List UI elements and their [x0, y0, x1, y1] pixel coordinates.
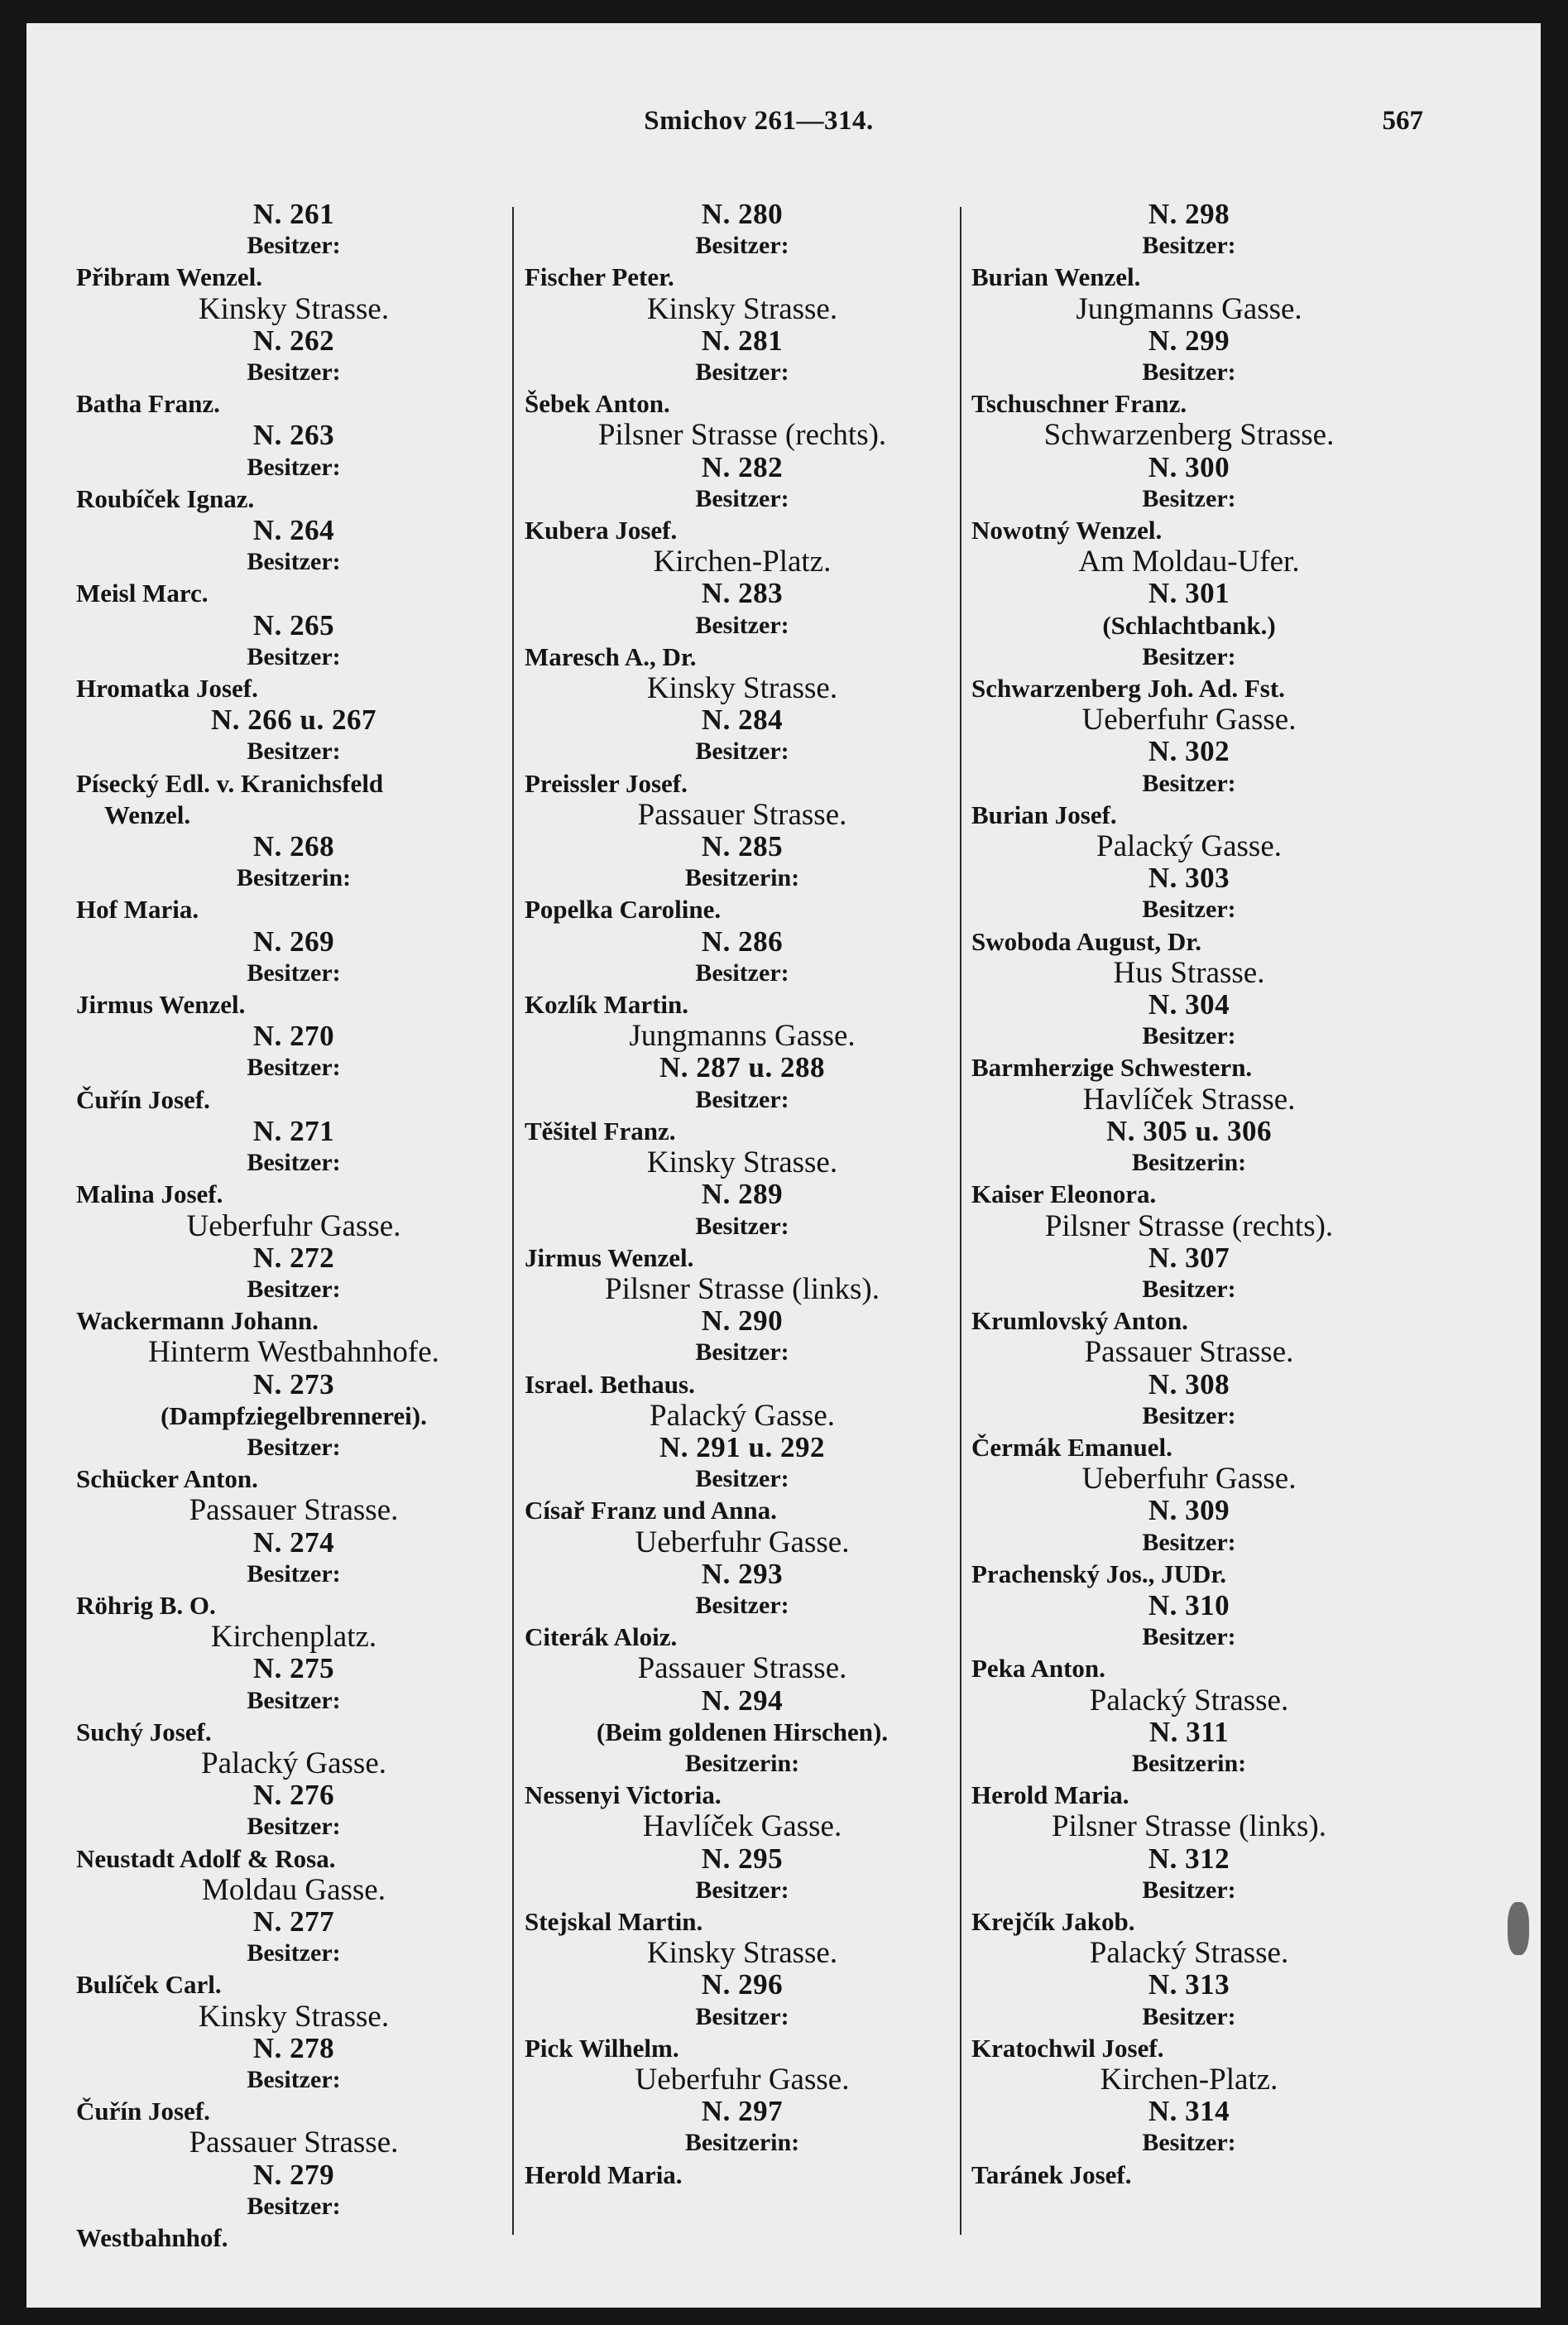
owner-name: Přibram Wenzel. — [76, 262, 262, 292]
house-number: N. 305 u. 306 — [1106, 1114, 1272, 1147]
owner-name: Popelka Caroline. — [525, 895, 722, 925]
owner-name: Čuřín Josef. — [76, 1084, 210, 1114]
house-number: N. 298 — [1148, 198, 1230, 230]
owner-name: Herold Maria. — [525, 2159, 683, 2189]
street-heading: Kinsky Strasse. — [198, 1999, 390, 2034]
house-number: N. 286 — [701, 925, 784, 958]
house-number: N. 304 — [1148, 988, 1230, 1021]
page-header-title: Smichov 261—314. — [644, 106, 874, 136]
house-number: N. 296 — [701, 1968, 784, 2001]
owner-role-label: Besitzer: — [695, 1338, 789, 1367]
street-heading: Kinsky Strasse. — [198, 291, 390, 326]
owner-role-label: Besitzer: — [695, 2002, 789, 2030]
owner-name: Batha Franz. — [76, 389, 220, 419]
owner-role-label: Besitzer: — [1142, 1623, 1236, 1651]
owner-role-label: Besitzer: — [695, 611, 789, 639]
owner-name: Preissler Josef. — [525, 768, 688, 798]
house-number: N. 269 — [252, 925, 335, 958]
owner-role-label: Besitzer: — [247, 1433, 341, 1461]
owner-role-label: Besitzerin: — [684, 2129, 800, 2157]
owner-name: Burian Wenzel. — [971, 262, 1141, 292]
house-number: N. 281 — [701, 324, 784, 357]
owner-role-label: Besitzer: — [1142, 1876, 1236, 1904]
street-heading: Pilsner Strasse (links). — [605, 1271, 880, 1306]
owner-role-label: Besitzer: — [247, 1939, 341, 1967]
house-number: N. 295 — [701, 1842, 784, 1875]
owner-name: Nessenyi Victoria. — [525, 1780, 722, 1810]
owner-name: Meisl Marc. — [76, 579, 209, 608]
owner-role-label: Besitzer: — [695, 737, 789, 766]
owner-role-label: Besitzer: — [247, 232, 341, 260]
owner-role-label: Besitzerin: — [236, 864, 352, 892]
owner-role-label: Besitzer: — [1142, 1401, 1236, 1429]
owner-name: Fischer Peter. — [525, 262, 674, 292]
owner-name: Kaiser Eleonora. — [971, 1179, 1157, 1209]
owner-role-label: Besitzer: — [695, 1085, 789, 1113]
street-heading: Pilsner Strasse (rechts). — [597, 418, 887, 453]
street-heading: Palacký Gasse. — [201, 1746, 386, 1780]
building-note: (Dampfziegelbrennerei). — [161, 1400, 427, 1430]
owner-role-label: Besitzer: — [247, 1559, 341, 1588]
house-number: N. 279 — [252, 2158, 335, 2191]
owner-role-label: Besitzer: — [247, 1149, 341, 1177]
house-number: N. 294 — [701, 1684, 784, 1717]
owner-role-label: Besitzer: — [247, 958, 341, 987]
column-2 — [523, 199, 961, 2191]
owner-role-label: Besitzer: — [1142, 1275, 1236, 1303]
owner-name: Malina Josef. — [76, 1179, 223, 1209]
street-heading: Palacký Strasse. — [1089, 1936, 1289, 1971]
owner-name: Tschuschner Franz. — [971, 389, 1187, 419]
owner-role-label: Besitzerin: — [684, 1749, 800, 1777]
owner-name: Stejskal Martin. — [525, 1906, 703, 1936]
house-number: N. 283 — [701, 577, 784, 610]
house-number: N. 287 u. 288 — [659, 1051, 825, 1084]
street-heading: Palacký Gasse. — [1096, 829, 1282, 864]
street-heading: Hinterm Westbahnhofe. — [148, 1335, 439, 1370]
column-3 — [970, 199, 1408, 2191]
owner-name: Swoboda August, Dr. — [971, 926, 1201, 956]
house-number: N. 310 — [1148, 1588, 1230, 1621]
building-note: (Beim goldenen Hirschen). — [596, 1717, 889, 1746]
owner-role-label: Besitzer: — [247, 1686, 341, 1714]
owner-name-continued: Wenzel. — [104, 800, 191, 829]
house-number: N. 261 — [252, 198, 335, 230]
owner-name: Krumlovský Anton. — [971, 1306, 1188, 1336]
house-number: N. 307 — [1148, 1241, 1230, 1274]
building-note: (Schlachtbank.) — [1102, 610, 1276, 640]
owner-role-label: Besitzer: — [247, 737, 341, 766]
owner-name: Schücker Anton. — [76, 1464, 258, 1494]
owner-name: Neustadt Adolf & Rosa. — [76, 1843, 336, 1873]
house-number: N. 311 — [1148, 1715, 1230, 1748]
house-number: N. 277 — [252, 1905, 335, 1938]
owner-name: Peka Anton. — [971, 1654, 1105, 1684]
house-number: N. 273 — [252, 1367, 335, 1400]
owner-role-label: Besitzer: — [247, 453, 341, 481]
owner-role-label: Besitzer: — [247, 642, 341, 670]
column-divider — [960, 207, 961, 2235]
owner-role-label: Besitzer: — [247, 1054, 341, 1082]
house-number: N. 291 u. 292 — [659, 1430, 825, 1463]
owner-role-label: Besitzer: — [695, 958, 789, 987]
owner-name: Čuřín Josef. — [76, 2097, 210, 2126]
house-number: N. 265 — [252, 608, 335, 641]
house-number: N. 297 — [701, 2095, 784, 2128]
street-heading: Moldau Gasse. — [202, 1872, 386, 1907]
owner-role-label: Besitzer: — [695, 232, 789, 260]
owner-role-label: Besitzer: — [1142, 769, 1236, 797]
owner-name: Herold Maria. — [971, 1780, 1129, 1810]
owner-name: Kozlík Martin. — [525, 990, 689, 1020]
street-heading: Ueberfuhr Gasse. — [1081, 703, 1297, 737]
owner-role-label: Besitzerin: — [684, 864, 800, 892]
document-page — [26, 23, 1541, 2308]
scan-speck — [1508, 1902, 1529, 1955]
house-number: N. 282 — [701, 450, 784, 483]
street-heading: Ueberfuhr Gasse. — [635, 1525, 850, 1559]
house-number: N. 314 — [1148, 2095, 1230, 2128]
house-number: N. 312 — [1148, 1842, 1230, 1875]
house-number: N. 313 — [1148, 1968, 1230, 2001]
street-heading: Pilsner Strasse (rechts). — [1044, 1208, 1334, 1243]
owner-name: Westbahnhof. — [76, 2223, 228, 2252]
street-heading: Kinsky Strasse. — [646, 1936, 838, 1971]
owner-role-label: Besitzerin: — [1131, 1749, 1247, 1777]
owner-name: Roubíček Ignaz. — [76, 483, 255, 513]
owner-role-label: Besitzer: — [1142, 642, 1236, 670]
owner-role-label: Besitzerin: — [1131, 1149, 1247, 1177]
owner-name: Těšitel Franz. — [525, 1116, 676, 1146]
owner-name: Schwarzenberg Joh. Ad. Fst. — [971, 674, 1285, 704]
owner-name: Čermák Emanuel. — [971, 1432, 1172, 1462]
owner-name: Šebek Anton. — [525, 389, 670, 419]
street-heading: Passauer Strasse. — [637, 1651, 847, 1686]
house-number: N. 276 — [252, 1779, 335, 1812]
house-number: N. 272 — [252, 1241, 335, 1274]
street-heading: Am Moldau-Ufer. — [1078, 545, 1300, 579]
house-number: N. 308 — [1148, 1367, 1230, 1400]
owner-role-label: Besitzer: — [1142, 1022, 1236, 1050]
owner-role-label: Besitzer: — [1142, 2129, 1236, 2157]
street-heading: Palacký Strasse. — [1089, 1683, 1289, 1717]
house-number: N. 275 — [252, 1652, 335, 1685]
street-heading: Passauer Strasse. — [637, 797, 847, 832]
street-heading: Schwarzenberg Strasse. — [1043, 418, 1335, 453]
street-heading: Kinsky Strasse. — [646, 671, 838, 706]
owner-name: Wackermann Johann. — [76, 1306, 319, 1336]
column-divider — [512, 207, 514, 2235]
street-heading: Hus Strasse. — [1113, 955, 1265, 990]
owner-role-label: Besitzer: — [695, 484, 789, 512]
house-number: N. 309 — [1148, 1494, 1230, 1527]
owner-name: Císař Franz und Anna. — [525, 1496, 777, 1525]
owner-name: Israel. Bethaus. — [525, 1369, 695, 1399]
owner-role-label: Besitzer: — [247, 1275, 341, 1303]
street-heading: Kinsky Strasse. — [646, 1146, 838, 1180]
street-heading: Ueberfuhr Gasse. — [1081, 1462, 1297, 1496]
street-heading: Ueberfuhr Gasse. — [635, 2062, 850, 2097]
house-number: N. 280 — [701, 198, 784, 230]
street-heading: Kirchen-Platz. — [653, 545, 832, 579]
owner-name: Prachenský Jos., JUDr. — [971, 1559, 1227, 1588]
owner-name: Kratochwil Josef. — [971, 2033, 1164, 2063]
owner-name: Suchý Josef. — [76, 1717, 212, 1746]
house-number: N. 285 — [701, 830, 784, 863]
house-number: N. 293 — [701, 1557, 784, 1590]
page-number: 567 — [1382, 106, 1423, 136]
owner-name: Barmherzige Schwestern. — [971, 1053, 1253, 1083]
owner-name: Burian Josef. — [971, 800, 1117, 829]
owner-role-label: Besitzer: — [1142, 896, 1236, 924]
owner-name: Nowotný Wenzel. — [971, 516, 1163, 545]
owner-name: Krejčík Jakob. — [971, 1906, 1135, 1936]
owner-role-label: Besitzer: — [695, 1212, 789, 1240]
street-heading: Jungmanns Gasse. — [629, 1019, 856, 1054]
owner-role-label: Besitzer: — [1142, 232, 1236, 260]
owner-role-label: Besitzer: — [247, 548, 341, 576]
house-number: N. 284 — [701, 704, 784, 737]
street-heading: Palacký Gasse. — [650, 1398, 835, 1433]
house-number: N. 278 — [252, 2031, 335, 2064]
owner-name: Hof Maria. — [76, 895, 199, 925]
owner-role-label: Besitzer: — [247, 2192, 341, 2220]
house-number: N. 262 — [252, 324, 335, 357]
owner-role-label: Besitzer: — [247, 358, 341, 387]
owner-name: Bulíček Carl. — [76, 1970, 222, 2000]
owner-role-label: Besitzer: — [1142, 1528, 1236, 1556]
house-number: N. 263 — [252, 419, 335, 452]
owner-role-label: Besitzer: — [1142, 358, 1236, 387]
owner-role-label: Besitzer: — [695, 358, 789, 387]
owner-role-label: Besitzer: — [695, 1591, 789, 1619]
owner-name: Jirmus Wenzel. — [525, 1242, 694, 1272]
owner-name: Röhrig B. O. — [76, 1590, 216, 1620]
owner-name: Pick Wilhelm. — [525, 2033, 679, 2063]
street-heading: Kirchen-Platz. — [1100, 2062, 1278, 2097]
street-heading: Kinsky Strasse. — [646, 291, 838, 326]
owner-name: Jirmus Wenzel. — [76, 990, 246, 1020]
house-number: N. 303 — [1148, 862, 1230, 895]
owner-name: Maresch A., Dr. — [525, 641, 697, 671]
house-number: N. 266 u. 267 — [211, 704, 376, 737]
street-heading: Ueberfuhr Gasse. — [186, 1208, 401, 1243]
street-heading: Passauer Strasse. — [189, 1493, 399, 1528]
house-number: N. 274 — [252, 1525, 335, 1559]
house-number: N. 290 — [701, 1304, 784, 1338]
owner-name: Kubera Josef. — [525, 516, 678, 545]
owner-name: Písecký Edl. v. Kranichsfeld — [76, 768, 384, 798]
house-number: N. 270 — [252, 1020, 335, 1053]
street-heading: Havlíček Gasse. — [642, 1809, 842, 1844]
house-number: N. 299 — [1148, 324, 1230, 357]
street-heading: Jungmanns Gasse. — [1076, 291, 1302, 326]
owner-role-label: Besitzer: — [247, 1813, 341, 1841]
owner-role-label: Besitzer: — [1142, 2002, 1236, 2030]
street-heading: Havlíček Strasse. — [1082, 1082, 1296, 1117]
owner-name: Hromatka Josef. — [76, 674, 258, 704]
owner-name: Taránek Josef. — [971, 2159, 1132, 2189]
owner-role-label: Besitzer: — [247, 2065, 341, 2093]
owner-name: Citerák Aloiz. — [525, 1622, 678, 1652]
house-number: N. 264 — [252, 514, 335, 547]
house-number: N. 289 — [701, 1178, 784, 1211]
street-heading: Pilsner Strasse (links). — [1052, 1809, 1326, 1844]
house-number: N. 271 — [252, 1114, 335, 1147]
house-number: N. 302 — [1148, 735, 1230, 768]
house-number: N. 268 — [252, 830, 335, 863]
owner-role-label: Besitzer: — [695, 1876, 789, 1904]
street-heading: Passauer Strasse. — [189, 2126, 399, 2160]
house-number: N. 300 — [1148, 450, 1230, 483]
owner-role-label: Besitzer: — [695, 1465, 789, 1493]
house-number: N. 301 — [1148, 577, 1230, 610]
street-heading: Passauer Strasse. — [1084, 1335, 1294, 1370]
owner-role-label: Besitzer: — [1142, 484, 1236, 512]
street-heading: Kirchenplatz. — [210, 1620, 377, 1655]
column-1 — [74, 199, 513, 2254]
